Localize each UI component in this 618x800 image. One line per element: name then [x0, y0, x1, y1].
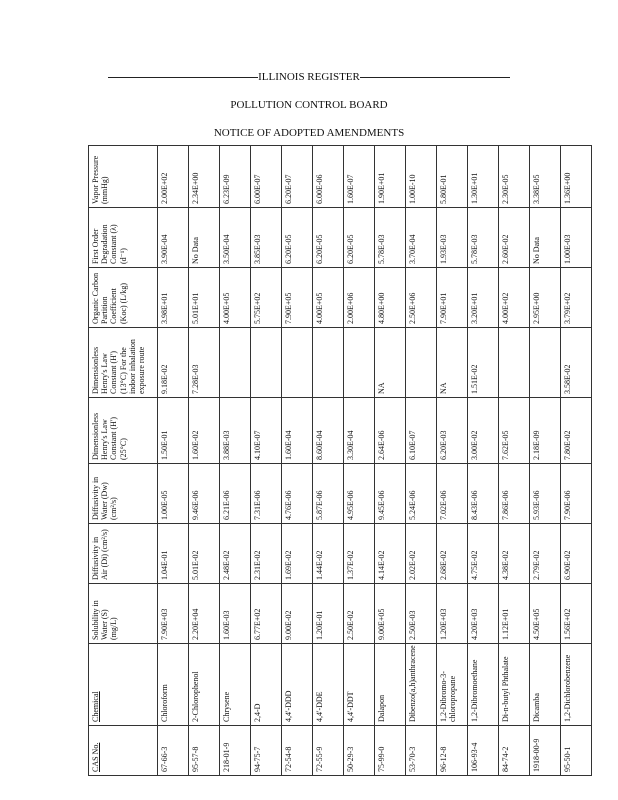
- table-cell: 1.60E-07: [344, 146, 375, 208]
- table-cell: [220, 328, 251, 398]
- table-cell: 7.90E+05: [282, 268, 313, 328]
- table-cell: 4.75E-02: [468, 524, 499, 584]
- chemical-properties-table: [88, 145, 592, 776]
- table-row: [375, 146, 406, 776]
- table-cell: 1.20E-01: [313, 584, 344, 644]
- table-cell: 5.75E+02: [251, 268, 282, 328]
- table-cell: 5.78E-03: [375, 208, 406, 268]
- table-cell: 5.01E-02: [189, 524, 220, 584]
- table-cell: 3.20E+01: [468, 268, 499, 328]
- table-cell: 4.80E+00: [375, 268, 406, 328]
- table-cell: [406, 328, 437, 398]
- table-cell: 6.20E-05: [313, 208, 344, 268]
- table-cell: 7.86E-06: [499, 464, 530, 524]
- table-cell: 5.80E-01: [437, 146, 468, 208]
- table-cell: 4.00E+05: [313, 268, 344, 328]
- table-cell: 1.36E+00: [561, 146, 592, 208]
- table-row: [220, 146, 251, 776]
- table-cell: 4.10E-07: [251, 398, 282, 464]
- register-heading: [0, 71, 618, 83]
- table-cell: 53-70-3: [406, 726, 437, 776]
- table-cell: 1.12E+01: [499, 584, 530, 644]
- table-cell: 5.01E+01: [189, 268, 220, 328]
- table-cell: NA: [375, 328, 406, 398]
- table-cell: 7.31E-06: [251, 464, 282, 524]
- table-cell: 1.37E-02: [344, 524, 375, 584]
- table-cell: 94-75-7: [251, 726, 282, 776]
- table-cell: 2-Chlorophenol: [189, 644, 220, 726]
- column-header: Vapor Pressure (mmHg): [89, 146, 158, 208]
- table-cell: 4,4'-DDE: [313, 644, 344, 726]
- column-header: Diffusivity in Water (Dw) (cm²/s): [89, 464, 158, 524]
- table-cell: 1.69E-02: [282, 524, 313, 584]
- column-header: Chemical: [89, 644, 158, 726]
- table-cell: 1.51E-02: [468, 328, 499, 398]
- table-cell: 4.20E+03: [468, 584, 499, 644]
- table-cell: 2.50E-03: [406, 584, 437, 644]
- table-cell: 1.90E+01: [375, 146, 406, 208]
- table-cell: 1.56E+02: [561, 584, 592, 644]
- table-cell: [313, 328, 344, 398]
- table-row: [530, 146, 561, 776]
- table-cell: 2.50E-02: [344, 584, 375, 644]
- table-row: [468, 146, 499, 776]
- table-cell: 2.79E-02: [530, 524, 561, 584]
- table-cell: 50-29-3: [344, 726, 375, 776]
- table-cell: 4.00E+05: [220, 268, 251, 328]
- table-cell: 7.28E-03: [189, 328, 220, 398]
- table-cell: 1.00E-05: [158, 464, 189, 524]
- table-row: [437, 146, 468, 776]
- table-cell: 2.95E+00: [530, 268, 561, 328]
- table-cell: 2.18E-09: [530, 398, 561, 464]
- table-row: [406, 146, 437, 776]
- table-cell: 6.20E-05: [344, 208, 375, 268]
- table-row: [561, 146, 592, 776]
- table-cell: 6.23E-09: [220, 146, 251, 208]
- table-row: [282, 146, 313, 776]
- table-cell: 6.90E-02: [561, 524, 592, 584]
- heading-rule-left: [108, 77, 258, 78]
- table-cell: 4,4'-DDD: [282, 644, 313, 726]
- table-cell: Dibenzo(a,h)anthracene: [406, 644, 437, 726]
- table-cell: 95-57-8: [189, 726, 220, 776]
- table-cell: 9.00E-02: [282, 584, 313, 644]
- table-cell: 5.78E-03: [468, 208, 499, 268]
- table-cell: 1,2-Dibromo-3-chloropropane: [437, 644, 468, 726]
- notice-heading: NOTICE OF ADOPTED AMENDMENTS: [213, 127, 405, 139]
- table-cell: Dicamba: [530, 644, 561, 726]
- table-cell: Chrysene: [220, 644, 251, 726]
- table-cell: 84-74-2: [499, 726, 530, 776]
- column-header: Dimensionless Henry's Law Constant (H') (13°C) For the indoor inhalation exposure route: [89, 328, 158, 398]
- column-header: Dimensionless Henry's Law Constant (H') (25°C): [89, 398, 158, 464]
- table-cell: 6.21E-06: [220, 464, 251, 524]
- table-cell: 7.90E+01: [437, 268, 468, 328]
- table-row: [158, 146, 189, 776]
- table-cell: 2.30E-05: [499, 146, 530, 208]
- table-cell: 5.24E-06: [406, 464, 437, 524]
- table-cell: 1.30E+01: [468, 146, 499, 208]
- column-header: First Order Degradation Constant (λ) (d⁻¹): [89, 208, 158, 268]
- table-cell: 7.90E-06: [561, 464, 592, 524]
- table-cell: 2.00E+02: [158, 146, 189, 208]
- table-cell: 5.87E-06: [313, 464, 344, 524]
- table-cell: 75-99-0: [375, 726, 406, 776]
- table-cell: 7.62E-05: [499, 398, 530, 464]
- table-cell: 3.90E-04: [158, 208, 189, 268]
- table-cell: 7.80E-02: [561, 398, 592, 464]
- table-row: [313, 146, 344, 776]
- table-cell: 67-66-3: [158, 726, 189, 776]
- table-cell: 1.00E-03: [561, 208, 592, 268]
- column-header: Diffusivity in Air (Di) (cm²/s): [89, 524, 158, 584]
- table-cell: 2.48E-02: [220, 524, 251, 584]
- table-cell: 3.50E-04: [220, 208, 251, 268]
- table-cell: 2.68E-02: [437, 524, 468, 584]
- table-row: [344, 146, 375, 776]
- table-cell: 3.38E-05: [530, 146, 561, 208]
- table-cell: 1.50E-01: [158, 398, 189, 464]
- table-cell: 2.20E+04: [189, 584, 220, 644]
- table-row: [251, 146, 282, 776]
- table-cell: 7.90E+03: [158, 584, 189, 644]
- table-cell: 6.00E-07: [251, 146, 282, 208]
- table-header-row: [89, 146, 158, 776]
- table-cell: 2.60E-02: [499, 208, 530, 268]
- table-cell: 1.20E+03: [437, 584, 468, 644]
- table-cell: 1.60E-03: [220, 584, 251, 644]
- table-cell: 1,2-Dibromoethane: [468, 644, 499, 726]
- table-cell: 9.00E+05: [375, 584, 406, 644]
- table-cell: 4.00E+02: [499, 268, 530, 328]
- table-cell: 1.60E-04: [282, 398, 313, 464]
- table-cell: 4.95E-06: [344, 464, 375, 524]
- table-cell: 4.14E-02: [375, 524, 406, 584]
- table-cell: 4.50E+05: [530, 584, 561, 644]
- table-cell: 8.60E-04: [313, 398, 344, 464]
- table-cell: Chloroform: [158, 644, 189, 726]
- table-cell: 2.34E+00: [189, 146, 220, 208]
- table-row: [499, 146, 530, 776]
- table-cell: 6.10E-07: [406, 398, 437, 464]
- table-cell: [499, 328, 530, 398]
- register-title: ILLINOIS REGISTER: [258, 71, 360, 83]
- table-cell: 218-01-9: [220, 726, 251, 776]
- table-cell: 5.93E-06: [530, 464, 561, 524]
- table-cell: 6.20E-07: [282, 146, 313, 208]
- table-cell: 9.45E-06: [375, 464, 406, 524]
- table-cell: 1.60E-02: [189, 398, 220, 464]
- table-cell: 2.00E+06: [344, 268, 375, 328]
- table-cell: 6.20E-05: [282, 208, 313, 268]
- table-cell: 4.76E-06: [282, 464, 313, 524]
- table-cell: 2.50E+06: [406, 268, 437, 328]
- table-cell: 3.88E-03: [220, 398, 251, 464]
- table-cell: 72-54-8: [282, 726, 313, 776]
- table-cell: 95-50-1: [561, 726, 592, 776]
- table-cell: [282, 328, 313, 398]
- table-cell: 8.43E-06: [468, 464, 499, 524]
- table-cell: 1.04E-01: [158, 524, 189, 584]
- table-cell: 4,4'-DDT: [344, 644, 375, 726]
- table-cell: Di-n-butyl Phthalate: [499, 644, 530, 726]
- table-cell: 3.00E-02: [468, 398, 499, 464]
- table-cell: 6.20E-03: [437, 398, 468, 464]
- table-cell: 1.44E-02: [313, 524, 344, 584]
- column-header: CAS No.: [89, 726, 158, 776]
- table-cell: 1,2-Dichlorobenzene: [561, 644, 592, 726]
- heading-rule-right: [360, 77, 510, 78]
- table-cell: 106-93-4: [468, 726, 499, 776]
- table-cell: 2.64E-06: [375, 398, 406, 464]
- table-cell: 3.79E+02: [561, 268, 592, 328]
- table-cell: Dalapon: [375, 644, 406, 726]
- table-cell: 6.77E+02: [251, 584, 282, 644]
- table-cell: 72-55-9: [313, 726, 344, 776]
- table-cell: 4.38E-02: [499, 524, 530, 584]
- table-cell: 7.02E-06: [437, 464, 468, 524]
- table-cell: NA: [437, 328, 468, 398]
- table-cell: 6.00E-06: [313, 146, 344, 208]
- table-cell: 1918-00-9: [530, 726, 561, 776]
- table-cell: 3.30E-04: [344, 398, 375, 464]
- table-cell: 1.00E-10: [406, 146, 437, 208]
- table-row: [189, 146, 220, 776]
- board-heading: POLLUTION CONTROL BOARD: [230, 99, 388, 111]
- table-cell: 3.98E+01: [158, 268, 189, 328]
- column-header: Solubility in Water (S) (mg/L): [89, 584, 158, 644]
- table-cell: 9.18E-02: [158, 328, 189, 398]
- table-cell: 2,4-D: [251, 644, 282, 726]
- column-header: Organic Carbon Partition Coefficient (Koc) (L/kg): [89, 268, 158, 328]
- table-cell: No Data: [189, 208, 220, 268]
- table-cell: 3.70E-04: [406, 208, 437, 268]
- table-body: [158, 146, 592, 776]
- table-cell: [530, 328, 561, 398]
- table-cell: 3.58E-02: [561, 328, 592, 398]
- table-cell: No Data: [530, 208, 561, 268]
- table-cell: 2.31E-02: [251, 524, 282, 584]
- table-cell: 9.46E-06: [189, 464, 220, 524]
- table-cell: [251, 328, 282, 398]
- table-cell: 1.93E-03: [437, 208, 468, 268]
- table-cell: 3.85E-03: [251, 208, 282, 268]
- table-cell: [344, 328, 375, 398]
- chemical-properties-table-frame: [88, 146, 572, 776]
- table-cell: 96-12-8: [437, 726, 468, 776]
- table-cell: 2.02E-02: [406, 524, 437, 584]
